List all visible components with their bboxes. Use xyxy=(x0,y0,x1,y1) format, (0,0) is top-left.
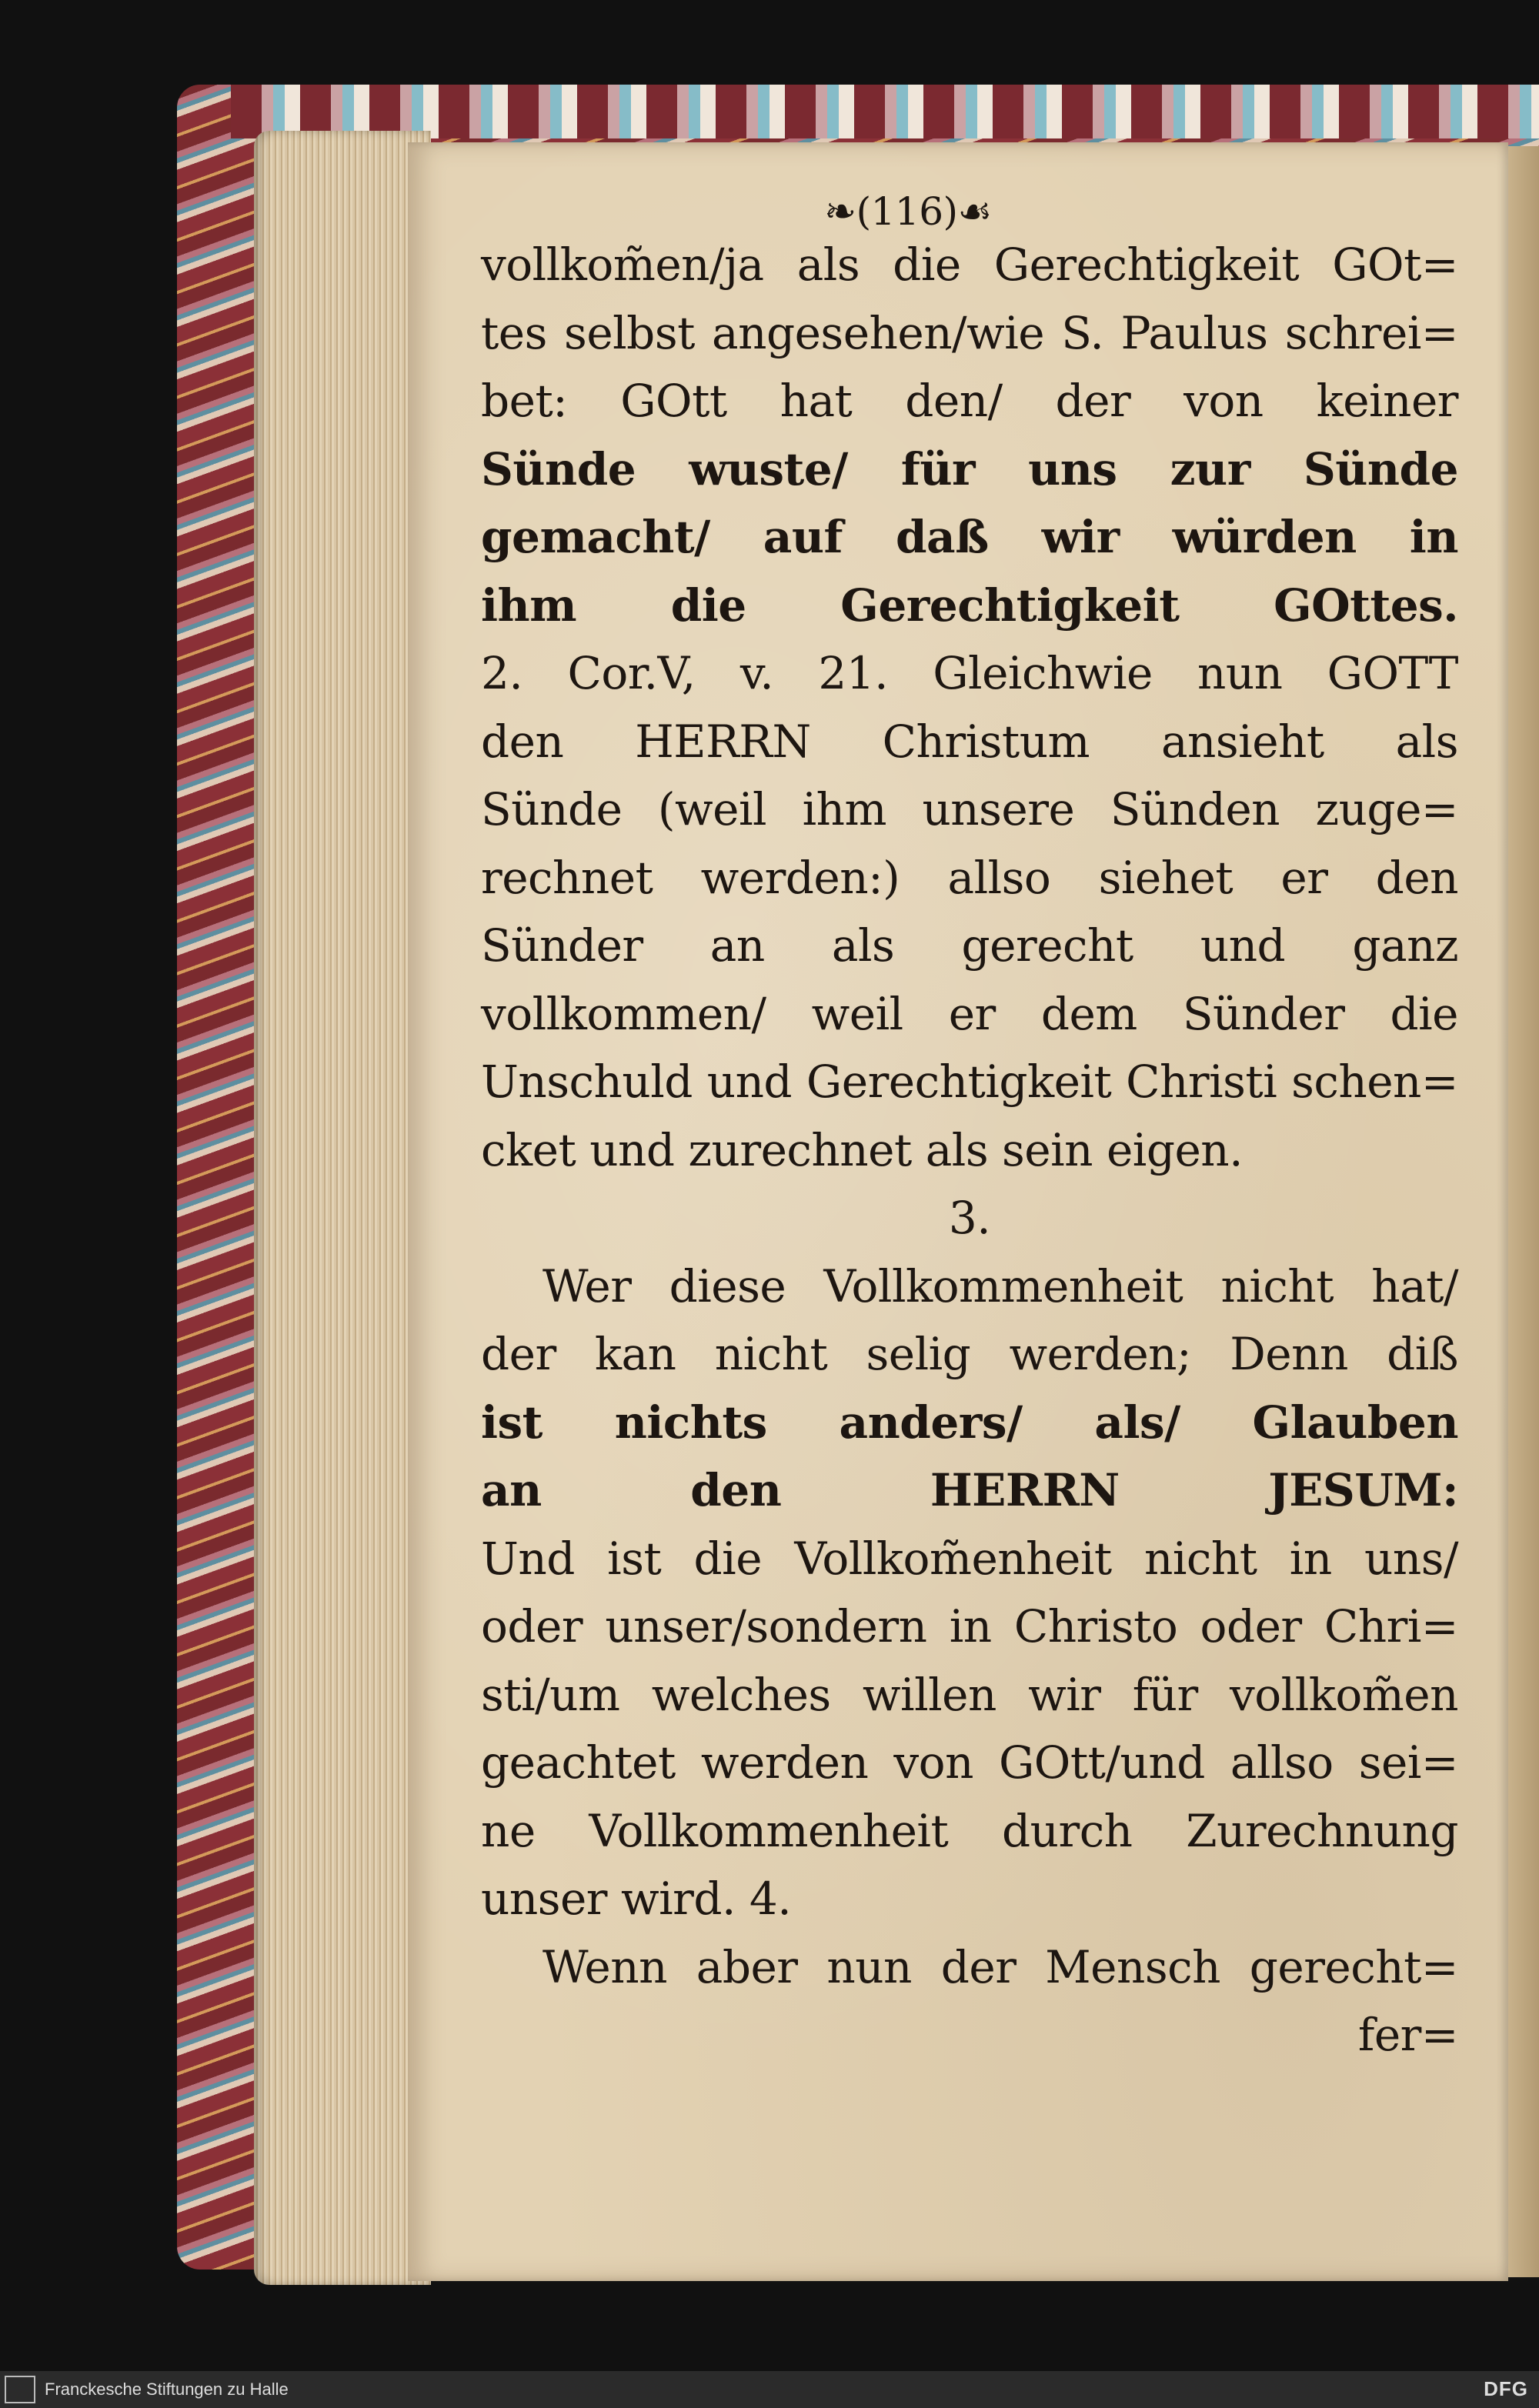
text-line: Unschuld und Gerechtigkeit Christi schen= xyxy=(481,1056,1458,1108)
text-line: sti/um welches willen wir für vollkom̃en xyxy=(481,1668,1458,1721)
text-line: 2. Cor.V, v. 21. Gleichwie nun GOTT xyxy=(481,647,1458,699)
facing-page-edge xyxy=(1504,146,1539,2277)
text-line: Sünde (weil ihm unsere Sünden zuge= xyxy=(481,783,1458,835)
text-line: gemacht/ auf daß wir würden in xyxy=(481,511,1458,563)
text-line: Wer diese Vollkommenheit nicht hat/ xyxy=(542,1259,1458,1312)
text-line: oder unser/sondern in Christo oder Chri= xyxy=(481,1600,1458,1653)
page-number: ❧(116)☙ xyxy=(824,189,992,234)
text-line: ihm die Gerechtigkeit GOttes. xyxy=(481,579,1458,632)
text-line: Wenn aber nun der Mensch gerecht= xyxy=(542,1940,1458,1993)
text-line: bet: GOtt hat den/ der von keiner xyxy=(481,375,1458,427)
page-text xyxy=(481,189,1458,2069)
ornament-right-icon: ☙ xyxy=(957,189,992,234)
text-line: ist nichts anders/ als/ Glauben xyxy=(481,1396,1458,1449)
text-line: fer= xyxy=(1357,2009,1458,2061)
ornament-left-icon: ❧ xyxy=(824,189,856,234)
text-line: vollkom̃en/ja als die Gerechtigkeit GOt= xyxy=(481,238,1458,291)
text-line: tes selbst angesehen/wie S. Paulus schrei= xyxy=(481,306,1458,359)
institution-logo-icon xyxy=(5,2376,35,2403)
text-line: den HERRN Christum ansieht als xyxy=(481,715,1458,768)
text-line: 3. xyxy=(948,1192,991,1244)
text-line: rechnet werden:) allso siehet er den xyxy=(481,851,1458,904)
text-lines xyxy=(481,231,1458,2069)
text-line: Und ist die Vollkom̃enheit nicht in uns/ xyxy=(481,1532,1458,1585)
text-line: an den HERRN JESUM: xyxy=(481,1464,1458,1516)
text-line: Sünder an als gerecht und ganz xyxy=(481,919,1458,972)
footer-bar xyxy=(0,2371,1539,2408)
text-line: geachtet werden von GOtt/und allso sei= xyxy=(481,1736,1458,1789)
text-line: cket und zurechnet als sein eigen. xyxy=(481,1123,1244,1176)
page-edges xyxy=(254,131,431,2285)
dfg-badge: DFG xyxy=(1484,2377,1528,2400)
text-line: vollkommen/ weil er dem Sünder die xyxy=(481,987,1458,1040)
text-line: unser wird. 4. xyxy=(481,1873,792,1925)
text-line: ne Vollkommenheit durch Zurechnung xyxy=(481,1804,1458,1857)
institution-name: Franckesche Stiftungen zu Halle xyxy=(45,2380,289,2399)
text-line: der kan nicht selig werden; Denn diß xyxy=(481,1328,1458,1380)
text-line: Sünde wuste/ für uns zur Sünde xyxy=(481,442,1458,495)
